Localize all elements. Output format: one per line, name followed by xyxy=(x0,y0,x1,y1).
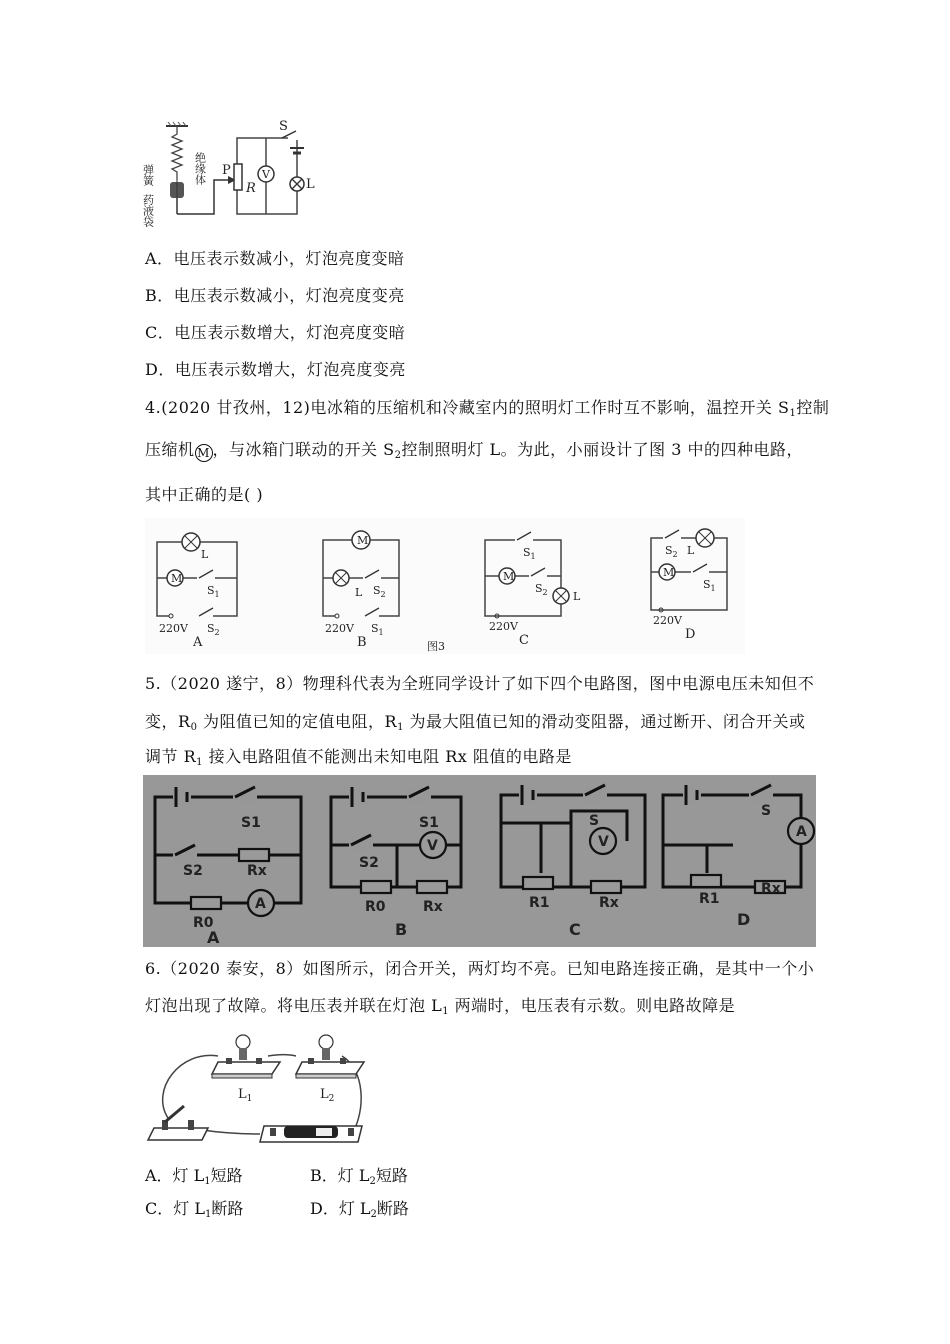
q5d-s-label: S xyxy=(761,803,772,819)
q6-stem-line1: 6.（2020 泰安，8）如图所示，闭合开关，两灯均不亮。已知电路连接正确，是其中一个小 xyxy=(145,959,815,978)
q3-option-d: D．电压表示数增大，灯泡亮度变亮 xyxy=(145,360,406,379)
q4d-letter: D xyxy=(685,627,696,642)
q4c-lamp-label: L xyxy=(573,590,581,603)
q4c-voltage-label: 220V xyxy=(489,620,518,633)
q5a-letter: A xyxy=(207,928,220,947)
q6-stem-line2: 灯泡出现了故障。将电压表并联在灯泡 $L_1$ 两端时，电压表有示数。则电路故障是 xyxy=(145,996,736,1017)
q6-option-d: D．灯 $L_2$断路 xyxy=(310,1199,409,1220)
knife-switch-icon xyxy=(148,1106,208,1140)
q5-stem-line2: 变，$R_0$ 为阻值已知的定值电阻，$R_1$ 为最大阻值已知的滑动变阻器，通过断开、闭合开关或 xyxy=(145,712,806,733)
q5a-rx-label: Rx xyxy=(247,863,267,879)
q5-stem-line1: 5.（2020 遂宁，8）物理科代表为全班同学设计了如下四个电路图，图中电源电压未知但不 xyxy=(145,674,815,693)
q4-stem-line2: 压缩机 M ，与冰箱门联动的开关 $S_2$控制照明灯 L。为此，小丽设计了图 3 中的四种电路， xyxy=(145,440,804,461)
q5b-letter: B xyxy=(395,920,408,939)
q4-circuit-figure xyxy=(145,518,745,654)
q4-figure-caption: 图3 xyxy=(427,640,445,653)
q6-option-a: A．灯 $L_1$短路 xyxy=(145,1166,243,1187)
q5a-s1-label: S1 xyxy=(241,815,261,831)
q4d-lamp-label: L xyxy=(687,544,695,557)
q5d-letter: D xyxy=(737,910,751,929)
insulator-label: 绝缘体 xyxy=(193,152,207,185)
q5b-r0-label: R0 xyxy=(365,899,386,915)
spring-label: 弹簧 xyxy=(141,164,155,186)
q4c-s2-label: $S_2$ xyxy=(535,582,548,597)
q5a-s2-label: S2 xyxy=(183,863,203,879)
q4a-voltage-label: 220V xyxy=(159,622,188,635)
q5d-r1-label: R1 xyxy=(699,891,720,907)
q5b-rx-label: Rx xyxy=(423,899,443,915)
q5c-s-label: S xyxy=(589,813,600,829)
q5c-r1-label: R1 xyxy=(529,895,550,911)
q4b-s2-label: $S_2$ xyxy=(373,584,386,599)
q5-circuit-photo xyxy=(143,775,816,947)
q4-stem-line3: 其中正确的是( ) xyxy=(145,485,264,504)
q5d-ammeter-label: A xyxy=(796,824,807,840)
q5a-ammeter-label: A xyxy=(255,896,266,912)
q4-stem-line1: 4.(2020 甘孜州，12)电冰箱的压缩机和冷藏室内的照明灯工作时互不影响，温控开关 $S_1$控制 xyxy=(145,398,830,419)
q4a-s2-label: $S_2$ xyxy=(207,622,220,637)
lamp-l1-label: $L_1$ xyxy=(238,1087,253,1104)
bag-label: 药液袋 xyxy=(141,194,155,227)
q4a-letter: A xyxy=(193,635,203,650)
q6-circuit-figure xyxy=(140,1030,380,1148)
motor-circle-icon: M xyxy=(195,444,213,462)
q4b-voltage-label: 220V xyxy=(325,622,354,635)
q5b-s1-label: S1 xyxy=(419,815,439,831)
q4d-motor-label: M xyxy=(663,566,675,579)
q5b-s2-label: S2 xyxy=(359,855,379,871)
q4d-s2-label: $S_2$ xyxy=(665,544,678,559)
q6-option-c: C．灯 $L_1$断路 xyxy=(145,1199,244,1220)
lamp-l-label: L xyxy=(306,177,315,192)
q3-option-a: A．电压表示数减小，灯泡亮度变暗 xyxy=(145,249,405,268)
lamp-l2-board xyxy=(296,1035,364,1104)
q4b-letter: B xyxy=(357,635,367,650)
q3-circuit-figure xyxy=(140,118,320,228)
q4a-s1-label: $S_1$ xyxy=(207,584,220,599)
slider-p-label: P xyxy=(222,163,231,178)
q4b-s1-label: $S_1$ xyxy=(371,622,384,637)
lamp-l1-board xyxy=(212,1035,280,1104)
q4d-voltage-label: 220V xyxy=(653,614,682,627)
q5b-voltmeter-label: V xyxy=(427,838,438,854)
q4c-letter: C xyxy=(519,633,529,648)
q4a-lamp-label: L xyxy=(201,548,209,561)
switch-s-label: S xyxy=(279,119,288,134)
q4a-motor-label: M xyxy=(171,572,183,585)
q5d-rx-label: Rx xyxy=(761,881,781,897)
q4d-s1-label: $S_1$ xyxy=(703,578,716,593)
q5a-r0-label: R0 xyxy=(193,915,214,931)
lamp-l2-label: $L_2$ xyxy=(320,1087,335,1104)
battery-icon xyxy=(260,1126,362,1142)
q5c-rx-label: Rx xyxy=(599,895,619,911)
resistor-r-label: R xyxy=(246,181,256,196)
q3-option-c: C．电压表示数增大，灯泡亮度变暗 xyxy=(145,323,406,342)
q3-option-b: B．电压表示数减小，灯泡亮度变亮 xyxy=(145,286,405,305)
voltmeter-label: V xyxy=(262,168,270,181)
q4c-s1-label: $S_1$ xyxy=(523,546,536,561)
q4b-lamp-label: L xyxy=(355,586,363,599)
q4c-motor-label: M xyxy=(503,570,515,583)
q4b-motor-label: M xyxy=(357,534,369,547)
q5-stem-line3: 调节 $R_1$ 接入电路阻值不能测出未知电阻 Rx 阻值的电路是 xyxy=(145,747,572,768)
q6-option-b: B．灯 $L_2$短路 xyxy=(310,1166,408,1187)
q5c-voltmeter-label: V xyxy=(598,834,609,850)
q5c-letter: C xyxy=(569,920,581,939)
